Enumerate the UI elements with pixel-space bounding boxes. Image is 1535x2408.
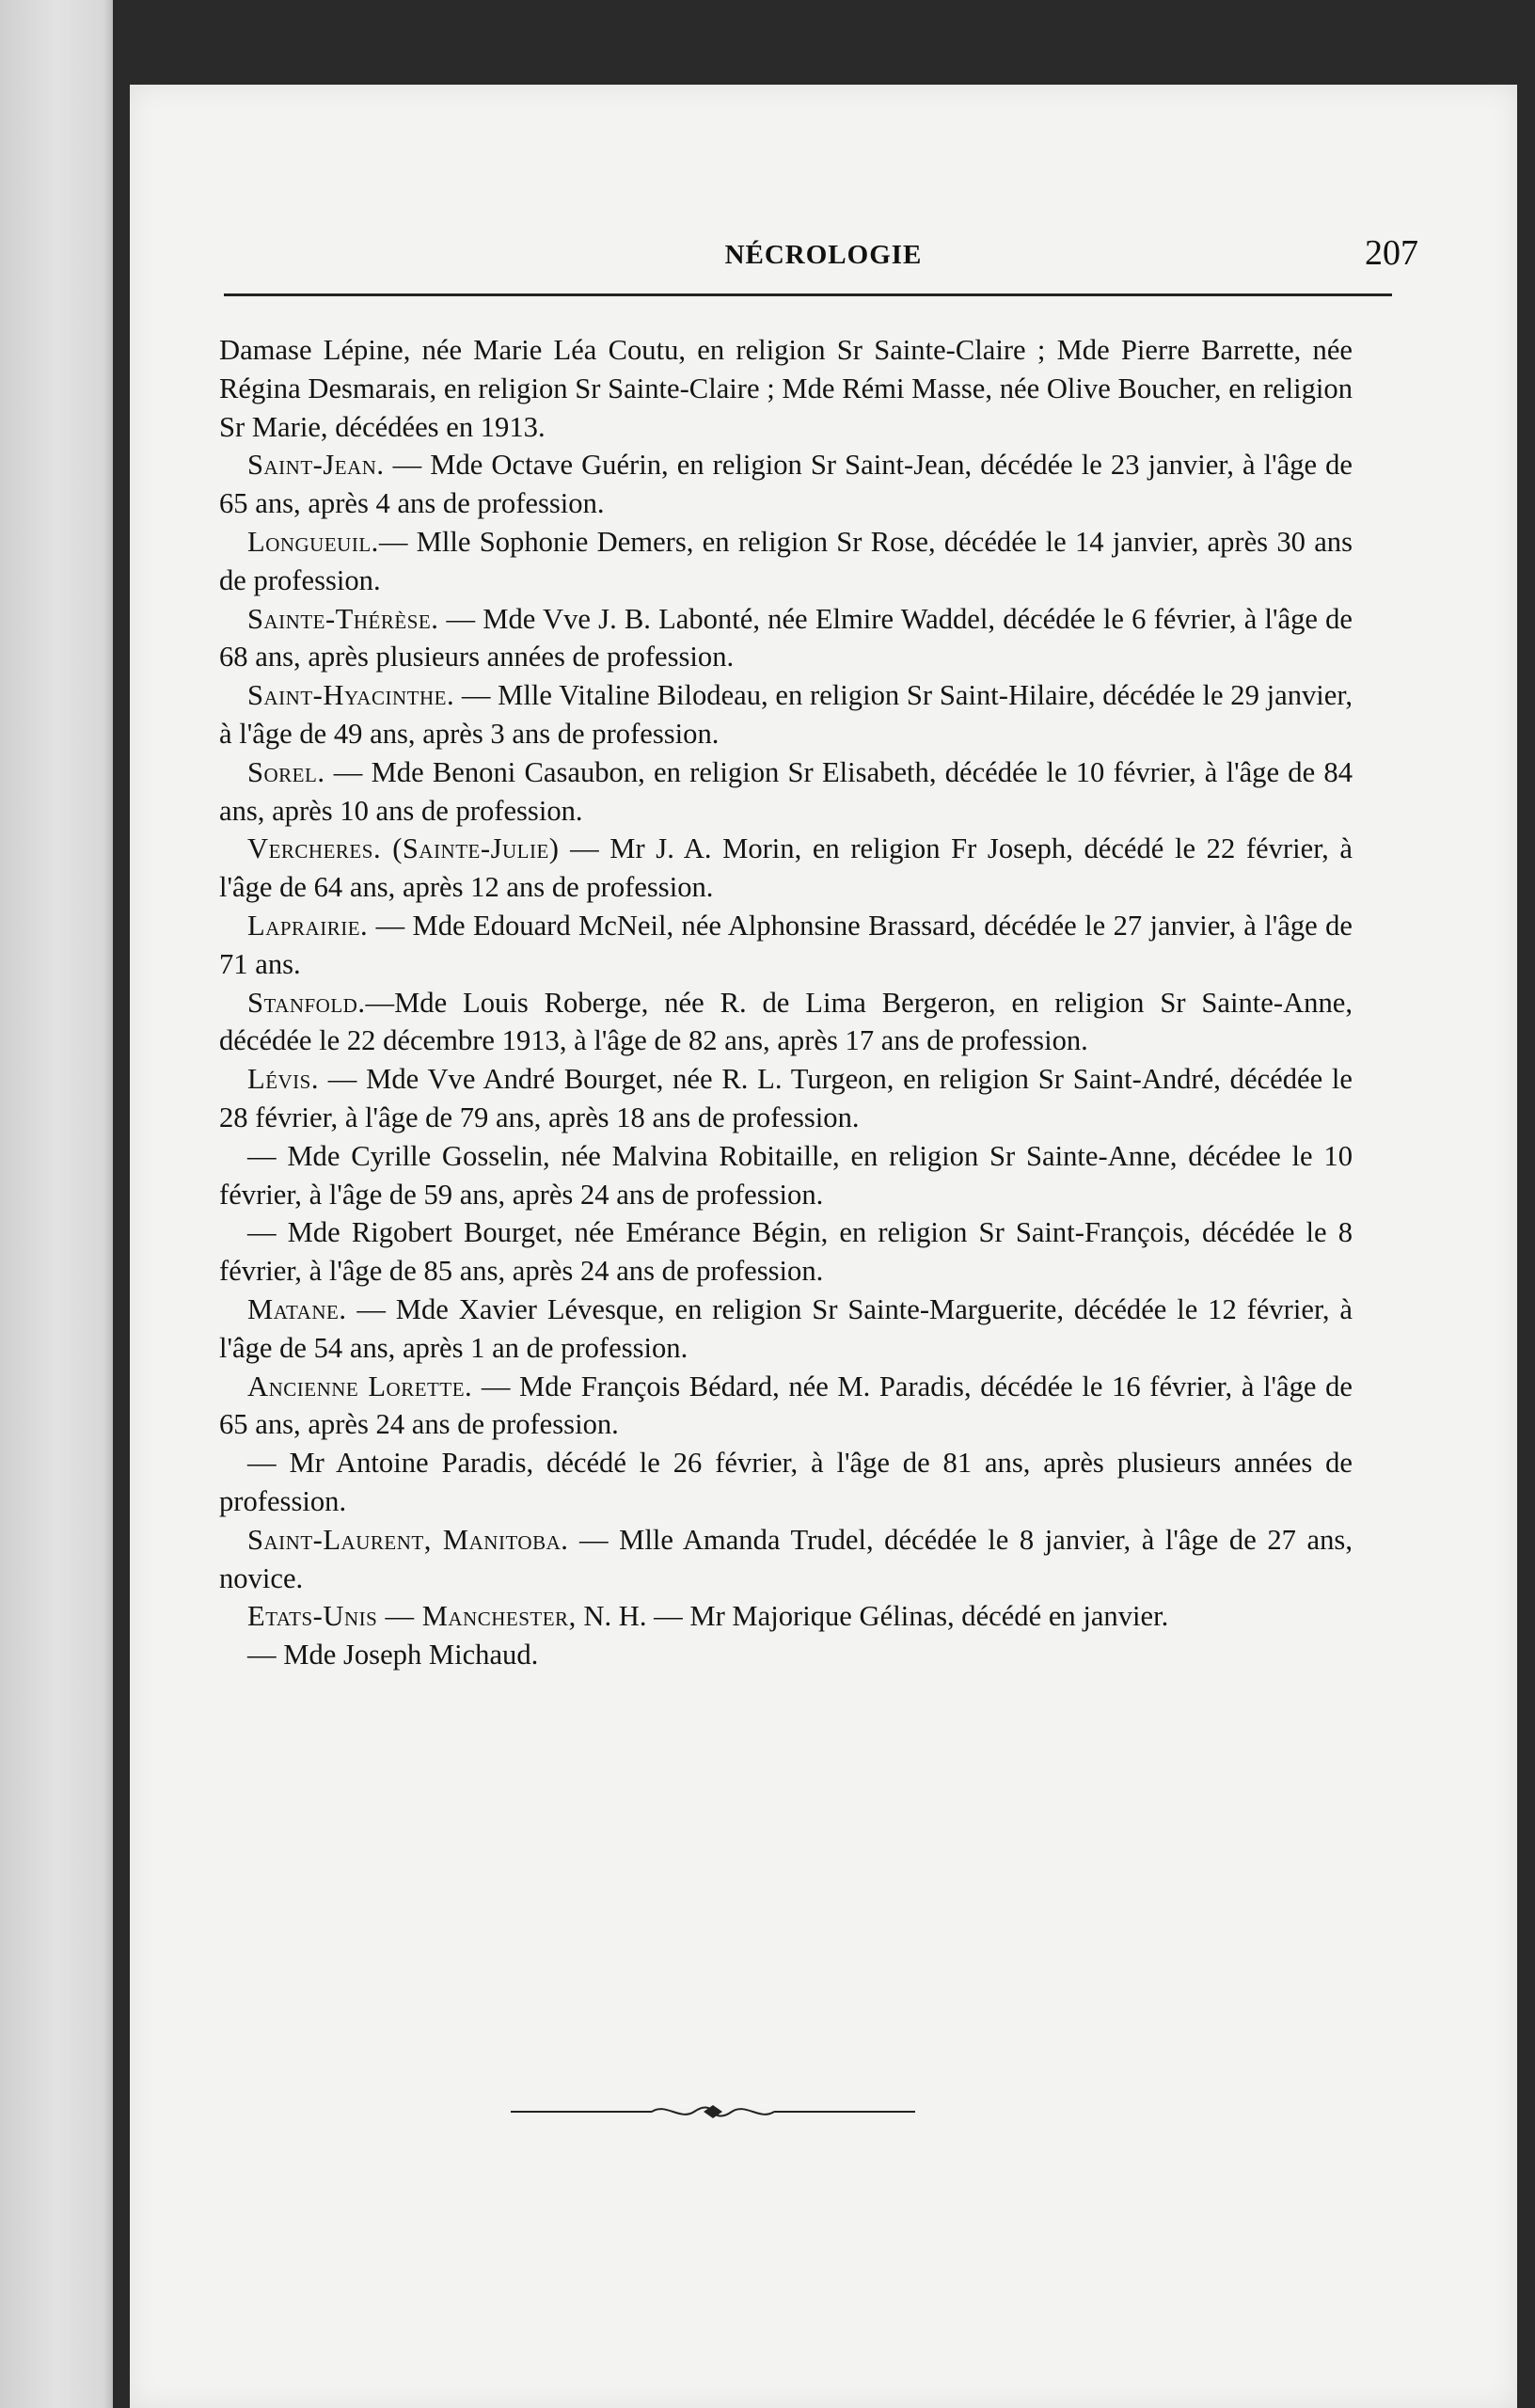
entry-text: — Mde Vve J. B. Labonté, née Elmire Waddel, décédée le 6 février, à l'âge de 68 ans, après plusieurs années de profession. — [219, 602, 1353, 673]
entry-text: — Mde Rigobert Bourget, née Emérance Bégin, en religion Sr Saint-François, décédée le 8 février, à l'âge de 85 ans, après 24 ans de profession. — [219, 1216, 1353, 1288]
entry-text: — Mde Octave Guérin, en religion Sr Saint-Jean, décédée le 23 janvier, à l'âge de 65 ans, après 4 ans de profession. — [219, 449, 1353, 520]
entry-place: Laprairie. — [247, 909, 369, 942]
entry-paragraph — [219, 753, 1353, 831]
entry-paragraph — [219, 1213, 1353, 1291]
entry-paragraph — [219, 1368, 1353, 1445]
entry-text: — Mde Xavier Lévesque, en religion Sr Sainte-Marguerite, décédée le 12 février, à l'âge de 54 ans, après 1 an de profession. — [219, 1292, 1353, 1364]
entry-paragraph — [219, 1636, 1353, 1674]
header-rule — [224, 293, 1392, 296]
running-head — [130, 233, 1517, 296]
entry-text: Damase Lépine, née Marie Léa Coutu, en religion Sr Sainte-Claire ; Mde Pierre Barrette, née Régina Desmarais, en religion Sr Sainte-Claire ; Mde Rémi Masse, née Olive Boucher, en religion Sr Marie, décédées en 1913. — [219, 334, 1353, 443]
entry-place: Saint-Hyacinthe. — [247, 679, 455, 712]
entry-text: — Mde Vve André Bourget, née R. L. Turgeon, en religion Sr Saint-André, décédée le 28 février, à l'âge de 79 ans, après 18 ans de profession. — [219, 1063, 1353, 1133]
entry-place: Vercheres. (Sainte-Julie) — [247, 832, 560, 865]
entry-text: —Mde Louis Roberge, née R. de Lima Bergeron, en religion Sr Sainte-Anne, décédée le 22 décembre 1913, à l'âge de 82 ans, après 17 ans de profession. — [219, 986, 1353, 1057]
entry-text: — Mr J. A. Morin, en religion Fr Joseph, décédé le 22 février, à l'âge de 64 ans, après 12 ans de profession. — [219, 832, 1353, 904]
entry-paragraph — [219, 907, 1353, 984]
entry-text: — Mde Edouard McNeil, née Alphonsine Brassard, décédée le 27 janvier, à l'âge de 71 ans. — [219, 909, 1353, 980]
entry-text: — Mlle Amanda Trudel, décédée le 8 janvier, à l'âge de 27 ans, novice. — [219, 1523, 1353, 1594]
entry-paragraph — [219, 1137, 1353, 1214]
running-title: NÉCROLOGIE — [724, 240, 923, 270]
entry-paragraph — [219, 1291, 1353, 1368]
page-number: 207 — [1365, 233, 1418, 273]
entry-paragraph — [219, 1597, 1353, 1636]
entry-place: Stanfold. — [247, 986, 366, 1019]
entry-text: — Mde Cyrille Gosselin, née Malvina Robitaille, en religion Sr Sainte-Anne, décédee le 10 février, à l'âge de 59 ans, après 24 ans de profession. — [219, 1139, 1353, 1211]
entry-paragraph — [219, 600, 1353, 677]
entry-paragraph — [219, 1521, 1353, 1598]
entry-place: Sorel. — [247, 755, 325, 788]
entry-place: Ancienne Lorette. — [247, 1370, 473, 1402]
entry-text: — Mlle Vitaline Bilodeau, en religion Sr Saint-Hilaire, décédée le 29 janvier, à l'âge de 49 ans, après 3 ans de profession. — [219, 679, 1353, 750]
entry-paragraph — [219, 830, 1353, 907]
adjacent-page-edge — [0, 0, 113, 2408]
entry-place: Saint-Laurent, Manitoba. — [247, 1523, 569, 1556]
entry-paragraph — [219, 984, 1353, 1061]
entry-place: Etats-Unis — Manchester, — [247, 1600, 577, 1633]
entry-place: Saint-Jean. — [247, 449, 385, 482]
entry-text: — Mlle Sophonie Demers, en religion Sr Rose, décédée le 14 janvier, après 30 ans de profession. — [219, 525, 1353, 596]
entry-place: Matane. — [247, 1292, 347, 1325]
entry-place: Lévis. — [247, 1063, 320, 1096]
entry-place: Longueuil. — [247, 525, 379, 558]
entry-paragraph — [219, 331, 1353, 446]
entry-text: — Mde Benoni Casaubon, en religion Sr Elisabeth, décédée le 10 février, à l'âge de 84 ans, après 10 ans de profession. — [219, 755, 1353, 827]
entry-paragraph — [219, 676, 1353, 753]
entry-place: Sainte-Thérèse. — [247, 602, 439, 635]
obituary-text — [219, 331, 1353, 1674]
entry-text: — Mr Antoine Paradis, décédé le 26 février, à l'âge de 81 ans, après plusieurs années de profession. — [219, 1447, 1353, 1517]
entry-text: — Mde Joseph Michaud. — [247, 1639, 539, 1671]
entry-paragraph — [219, 1060, 1353, 1137]
entry-text: N. H. — Mr Majorique Gélinas, décédé en janvier. — [576, 1600, 1169, 1633]
book-page — [130, 85, 1517, 2408]
end-ornament-icon — [511, 2098, 915, 2126]
entry-paragraph — [219, 523, 1353, 600]
entry-text: — Mde François Bédard, née M. Paradis, décédée le 16 février, à l'âge de 65 ans, après 24 ans de profession. — [219, 1370, 1353, 1441]
entry-paragraph — [219, 1444, 1353, 1521]
entry-paragraph — [219, 446, 1353, 523]
